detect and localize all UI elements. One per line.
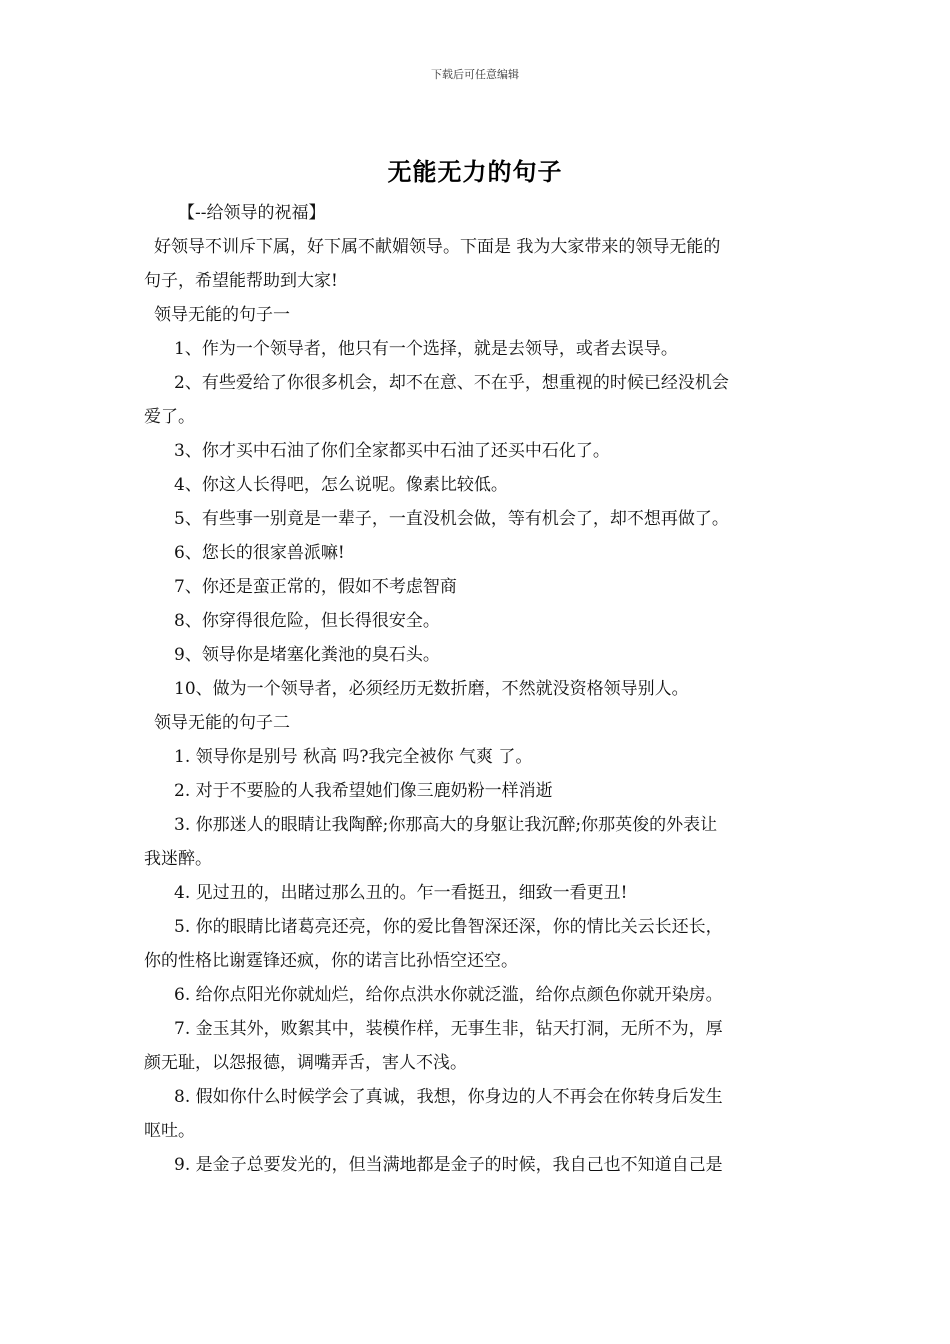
list-item: 5、有些事一别竟是一辈子，一直没机会做，等有机会了，却不想再做了。 [174, 509, 729, 529]
list-item: 3、你才买中石油了你们全家都买中石油了还买中石化了。 [174, 441, 610, 461]
list-item: 4. 见过丑的，出睹过那么丑的。乍一看挺丑，细致一看更丑! [174, 883, 628, 903]
list-item: 6. 给你点阳光你就灿烂，给你点洪水你就泛滥，给你点颜色你就开染房。 [174, 985, 723, 1005]
list-item: 2. 对于不要脸的人我希望她们像三鹿奶粉一样消逝 [174, 781, 553, 801]
intro-line-2: 句子，希望能帮助到大家! [144, 271, 338, 291]
page-header-note: 下载后可任意编辑 [431, 68, 519, 81]
list-item: 1. 领导你是别号 秋高 吗?我完全被你 气爽 了。 [174, 747, 533, 767]
list-item: 9. 是金子总要发光的，但当满地都是金子的时候，我自己也不知道自己是 [174, 1155, 723, 1175]
list-item-continuation: 你的性格比谢霆锋还疯，你的诺言比孙悟空还空。 [144, 951, 518, 971]
section-heading-2: 领导无能的句子二 [154, 713, 290, 733]
list-item: 4、你这人长得吧，怎么说呢。像素比较低。 [174, 475, 508, 495]
list-item-continuation: 颜无耻，以怨报德，调嘴弄舌，害人不浅。 [144, 1053, 467, 1073]
list-item: 2、有些爱给了你很多机会，却不在意、不在乎，想重视的时候已经没机会 [174, 373, 729, 393]
list-item: 7. 金玉其外，败絮其中，装模作样，无事生非，钻天打洞，无所不为，厚 [174, 1019, 723, 1039]
section-heading-1: 领导无能的句子一 [154, 305, 290, 325]
document-title: 无能无力的句子 [387, 157, 563, 186]
document-body [144, 196, 809, 1182]
list-item: 9、领导你是堵塞化粪池的臭石头。 [174, 645, 440, 665]
section-heading-blessing: 【--给领导的祝福】 [178, 203, 326, 223]
list-item: 10、做为一个领导者，必须经历无数折磨，不然就没资格领导别人。 [174, 679, 689, 699]
list-item: 8、你穿得很危险，但长得很安全。 [174, 611, 440, 631]
list-item: 8. 假如你什么时候学会了真诚，我想，你身边的人不再会在你转身后发生 [174, 1087, 723, 1107]
list-item: 6、您长的很家兽派嘛! [174, 543, 345, 563]
list-item: 3. 你那迷人的眼睛让我陶醉;你那高大的身躯让我沉醉;你那英俊的外表让 [174, 815, 718, 835]
list-item: 7、你还是蛮正常的，假如不考虑智商 [174, 577, 457, 597]
list-item-continuation: 呕吐。 [144, 1121, 195, 1141]
list-item: 1、作为一个领导者，他只有一个选择，就是去领导，或者去误导。 [174, 339, 678, 359]
list-item-continuation: 爱了。 [144, 407, 195, 427]
list-item: 5. 你的眼睛比诸葛亮还亮，你的爱比鲁智深还深，你的情比关云长还长， [174, 917, 723, 937]
list-item-continuation: 我迷醉。 [144, 849, 212, 869]
intro-line-1: 好领导不训斥下属，好下属不献媚领导。下面是 我为大家带来的领导无能的 [154, 237, 721, 257]
